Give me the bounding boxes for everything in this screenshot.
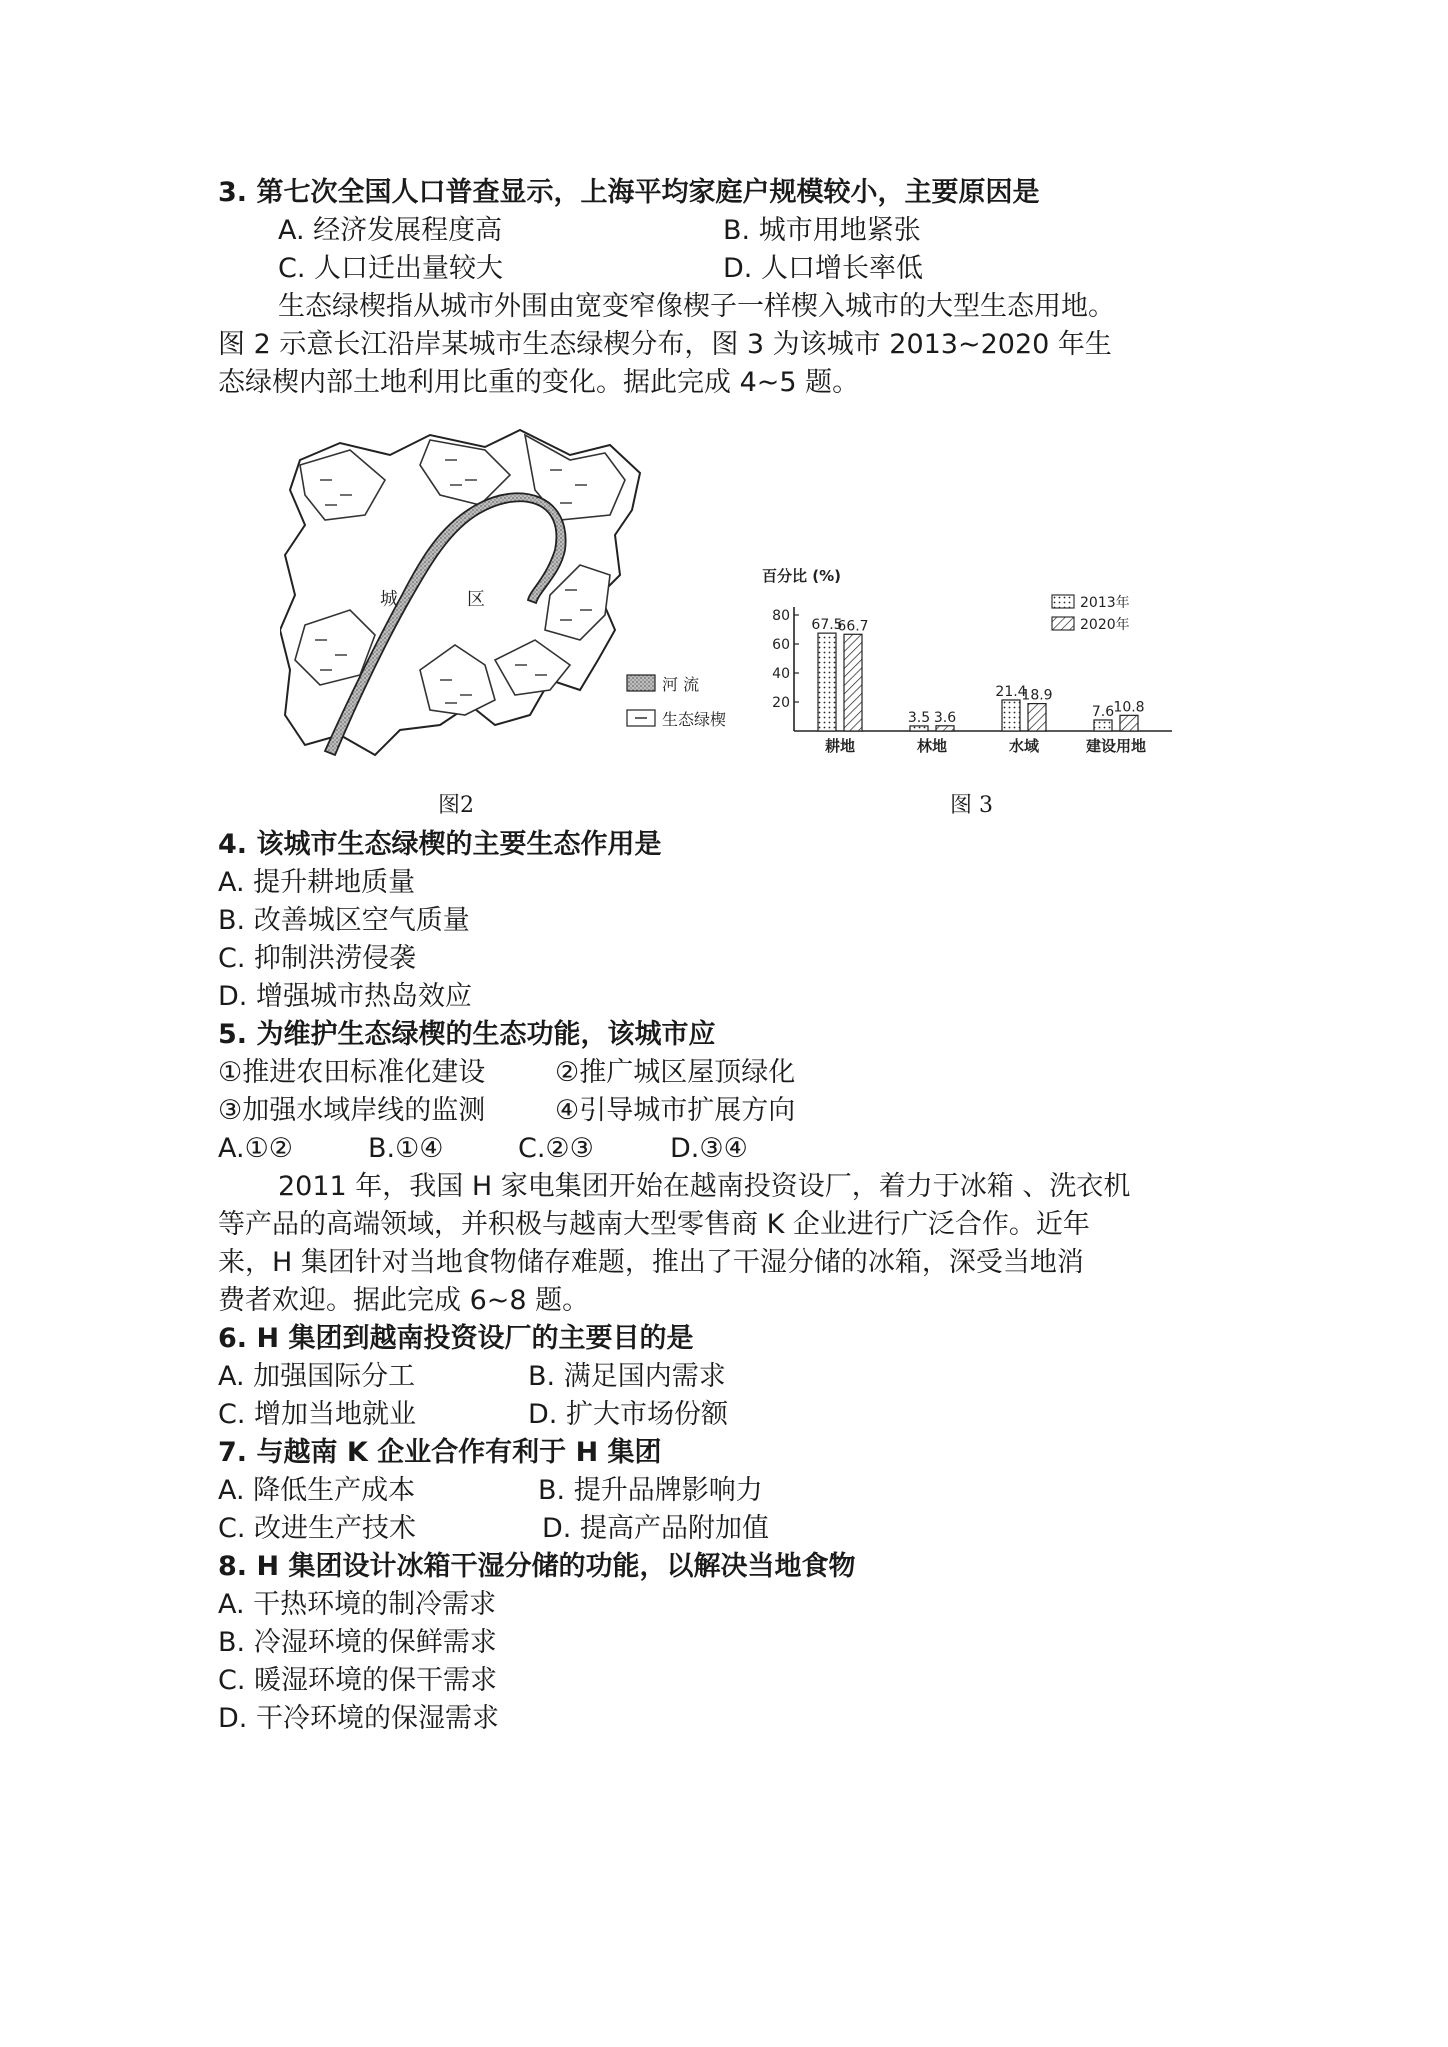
q8-option-c: C. 暖湿环境的保干需求 <box>218 1665 498 1696</box>
q4-option-a: A. 提升耕地质量 <box>218 867 416 898</box>
q5-item-2: ②推广城区屋顶绿化 <box>555 1057 796 1088</box>
data-label: 3.6 <box>933 709 957 726</box>
q4-stem: 4. 该城市生态绿楔的主要生态作用是 <box>218 829 662 860</box>
q6-stem: 6. H 集团到越南投资设厂的主要目的是 <box>218 1323 694 1354</box>
figure3-caption: 图 3 <box>950 793 993 818</box>
figure2-caption: 图2 <box>438 793 474 818</box>
q5-option-b: B.①④ <box>368 1133 444 1164</box>
legend-swatch <box>1052 617 1074 630</box>
q4-option-d: D. 增强城市热岛效应 <box>218 981 472 1012</box>
q7-option-c: C. 改进生产技术 <box>218 1513 417 1544</box>
legend-label: 2020年 <box>1080 617 1130 633</box>
bar <box>936 726 954 731</box>
q8-option-d: D. 干冷环境的保湿需求 <box>218 1703 499 1734</box>
q5-item-3: ③加强水域岸线的监测 <box>218 1095 486 1126</box>
chart-ylabel: 百分比 (%) <box>762 567 841 585</box>
category-label: 水域 <box>1008 737 1040 755</box>
q7-option-d: D. 提高产品附加值 <box>542 1513 769 1544</box>
q6-option-c: C. 增加当地就业 <box>218 1399 417 1430</box>
q3-option-d: D. 人口增长率低 <box>723 253 923 284</box>
bar <box>1002 700 1020 731</box>
bar <box>1094 720 1112 731</box>
passage1-line: 生态绿楔指从城市外围由宽变窄像楔子一样楔入城市的大型生态用地。 <box>278 291 1115 322</box>
q8-option-b: B. 冷湿环境的保鲜需求 <box>218 1627 497 1658</box>
legend-river-label: 河 流 <box>662 675 700 694</box>
q5-option-c: C.②③ <box>518 1133 594 1164</box>
category-label: 林地 <box>916 737 948 755</box>
map-label-cheng: 城 <box>380 589 398 610</box>
q4-option-b: B. 改善城区空气质量 <box>218 905 470 936</box>
bar <box>844 634 862 731</box>
q7-stem: 7. 与越南 K 企业合作有利于 H 集团 <box>218 1437 662 1468</box>
q5-option-a: A.①② <box>218 1133 293 1164</box>
q3-option-c: C. 人口迁出量较大 <box>278 253 504 284</box>
passage2-line: 费者欢迎。据此完成 6~8 题。 <box>218 1285 590 1316</box>
q6-option-d: D. 扩大市场份额 <box>528 1399 728 1430</box>
passage2-line: 来，H 集团针对当地食物储存难题，推出了干湿分储的冰箱，深受当地消 <box>218 1247 1084 1278</box>
q8-stem: 8. H 集团设计冰箱干湿分储的功能，以解决当地食物 <box>218 1551 856 1582</box>
passage2-line: 等产品的高端领域，并积极与越南大型零售商 K 企业进行广泛合作。近年 <box>218 1209 1090 1240</box>
q8-option-a: A. 干热环境的制冷需求 <box>218 1589 497 1620</box>
bar <box>818 633 836 731</box>
passage1-line: 态绿楔内部土地利用比重的变化。据此完成 4~5 题。 <box>218 367 860 398</box>
q5-stem: 5. 为维护生态绿楔的生态功能，该城市应 <box>218 1019 716 1050</box>
q3-option-b: B. 城市用地紧张 <box>723 215 921 246</box>
data-label: 18.9 <box>1021 687 1053 704</box>
q6-option-a: A. 加强国际分工 <box>218 1361 416 1392</box>
q5-item-1: ①推进农田标准化建设 <box>218 1057 486 1088</box>
q7-option-b: B. 提升品牌影响力 <box>538 1475 763 1506</box>
data-label: 67.5 <box>811 617 843 634</box>
y-tick-label: 40 <box>772 666 790 682</box>
passage1-line: 图 2 示意长江沿岸某城市生态绿楔分布，图 3 为该城市 2013~2020 年生 <box>218 329 1112 360</box>
q3-stem: 3. 第七次全国人口普查显示，上海平均家庭户规模较小，主要原因是 <box>218 177 1040 208</box>
data-label: 3.5 <box>907 709 931 726</box>
q6-option-b: B. 满足国内需求 <box>528 1361 726 1392</box>
figure2-map <box>280 425 750 775</box>
data-label: 66.7 <box>837 618 869 635</box>
map-label-qu: 区 <box>467 589 485 610</box>
passage2-line: 2011 年，我国 H 家电集团开始在越南投资设厂，着力于冰箱 、洗衣机 <box>278 1171 1131 1202</box>
y-tick-label: 60 <box>772 637 790 653</box>
category-label: 耕地 <box>824 737 856 755</box>
data-label: 7.6 <box>1091 703 1115 720</box>
q5-item-4: ④引导城市扩展方向 <box>555 1095 796 1126</box>
legend-swatch <box>1052 595 1074 608</box>
y-tick-label: 20 <box>772 695 790 711</box>
data-label: 10.8 <box>1113 699 1145 716</box>
q3-option-a: A. 经济发展程度高 <box>278 215 503 246</box>
legend-wedge-label: 生态绿楔 <box>662 710 727 729</box>
data-label: 21.4 <box>995 683 1027 700</box>
q7-option-a: A. 降低生产成本 <box>218 1475 416 1506</box>
category-label: 建设用地 <box>1085 737 1147 755</box>
bar <box>1120 715 1138 731</box>
legend-river-swatch <box>627 675 655 691</box>
bar <box>1028 704 1046 731</box>
green-wedges <box>295 435 625 715</box>
figure3-chart <box>752 565 1192 780</box>
q5-option-d: D.③④ <box>670 1133 748 1164</box>
q4-option-c: C. 抑制洪涝侵袭 <box>218 943 417 974</box>
bar <box>910 726 928 731</box>
legend-label: 2013年 <box>1080 595 1130 611</box>
y-tick-label: 80 <box>772 608 790 624</box>
